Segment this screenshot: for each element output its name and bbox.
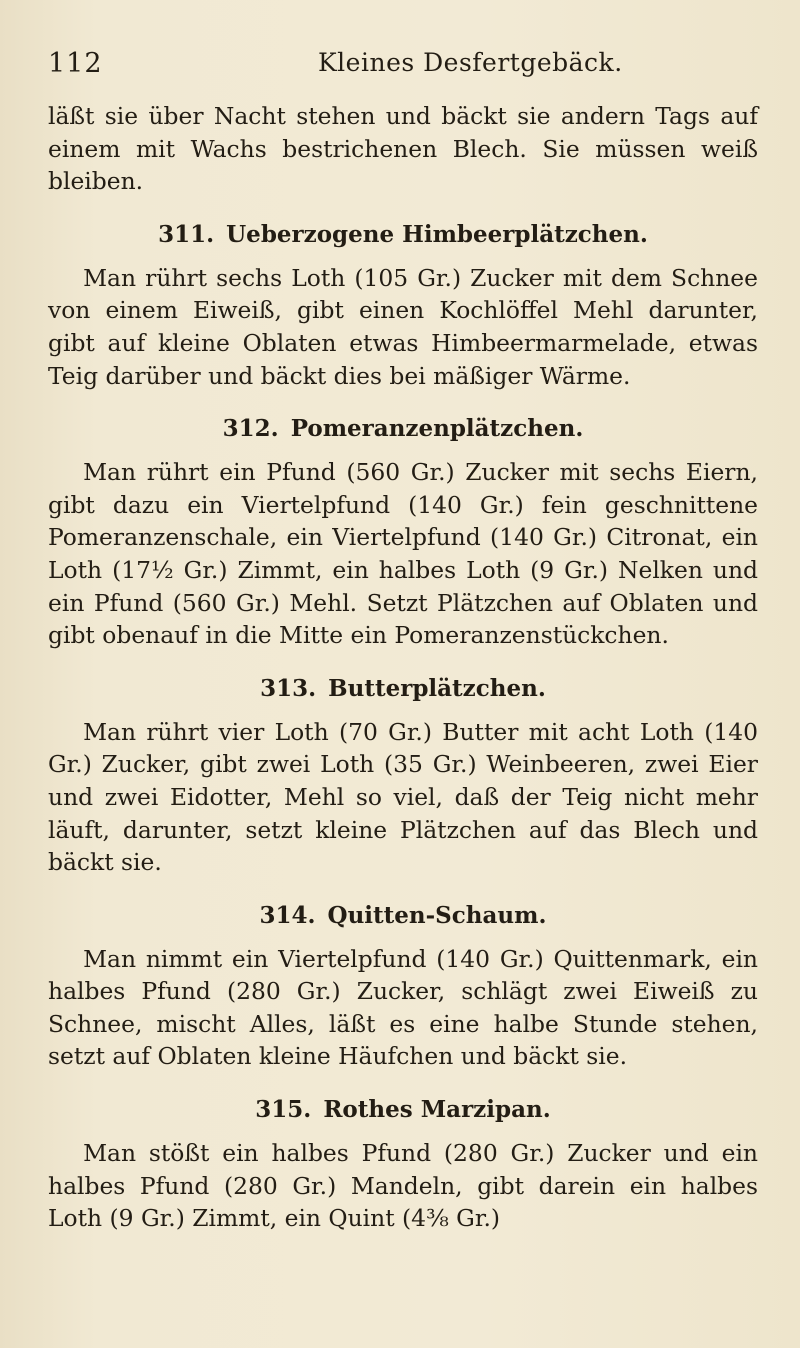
- recipe-title: Rothes Marzipan.: [323, 1096, 551, 1124]
- recipe-311: [48, 220, 758, 392]
- recipe-text: Man rührt sechs Loth (105 Gr.) Zucker mit dem Schnee von einem Eiweiß, gibt einen Kochlöffel Mehl darunter, gibt auf kleine Oblaten etwas Himbeermarmelade, etwas Teig darüber und bäckt dies bei mäßiger Wärme.: [48, 263, 758, 390]
- recipe-title: Quitten-Schaum.: [327, 901, 547, 929]
- recipe-text: Man rührt ein Pfund (560 Gr.) Zucker mit sechs Eiern, gibt dazu ein Viertelpfund (140 Gr.) fein geschnittene Pomeranzenschale, ein Viertelpfund (140 Gr.) Citronat, ein Loth (17½ Gr.) Zimmt, ein halbes Loth (9 Gr.) Nelken und ein Pfund (560 Gr.) Mehl. Setzt Plätzchen auf Oblaten und gibt obenauf in die Mitte ein Pomeranzenstückchen.: [48, 458, 758, 650]
- running-title: Kleines Desfertgebäck.: [318, 48, 623, 77]
- page-number: 112: [48, 48, 103, 79]
- recipe-title: Pomeranzenplätzchen.: [290, 415, 584, 443]
- recipe-number: 315.: [255, 1096, 312, 1124]
- recipe-312: [48, 414, 758, 652]
- recipe-314: [48, 901, 758, 1073]
- recipe-text: Man nimmt ein Viertelpfund (140 Gr.) Quittenmark, ein halbes Pfund (280 Gr.) Zucker, schlägt zwei Eiweiß zu Schnee, mischt Alles, läßt es eine halbe Stunde stehen, setzt auf Oblaten kleine Häufchen und bäckt sie.: [48, 944, 758, 1071]
- recipe-number: 313.: [260, 674, 317, 702]
- recipe-heading: [48, 901, 758, 931]
- recipe-heading: [48, 674, 758, 704]
- recipe-text: Man rührt vier Loth (70 Gr.) Butter mit acht Loth (140 Gr.) Zucker, gibt zwei Loth (35 Gr.) Weinbeeren, zwei Eier und zwei Eidotter, Mehl so viel, daß der Teig nicht mehr läuft, darunter, setzt kleine Plätzchen auf das Blech und bäckt sie.: [48, 717, 758, 877]
- page-body: [48, 100, 758, 1235]
- recipe-text: Man stößt ein halbes Pfund (280 Gr.) Zucker und ein halbes Pfund (280 Gr.) Mandeln, gibt darein ein halbes Loth (9 Gr.) Zimmt, ein Quint (4⅜ Gr.): [48, 1139, 758, 1233]
- intro-paragraph: läßt sie über Nacht stehen und bäckt sie andern Tags auf einem mit Wachs bestrichenen Blech. Sie müssen weiß bleiben.: [48, 102, 758, 196]
- recipe-title: Ueberzogene Himbeerplätzchen.: [226, 220, 648, 248]
- recipe-number: 314.: [259, 901, 316, 929]
- recipe-heading: [48, 1095, 758, 1125]
- page-header: [48, 42, 748, 82]
- recipe-title: Butterplätzchen.: [328, 674, 546, 702]
- recipe-heading: [48, 220, 758, 250]
- recipe-313: [48, 674, 758, 879]
- recipe-heading: [48, 414, 758, 444]
- recipe-number: 311.: [158, 220, 215, 248]
- recipe-number: 312.: [222, 415, 279, 443]
- recipe-315: [48, 1095, 758, 1235]
